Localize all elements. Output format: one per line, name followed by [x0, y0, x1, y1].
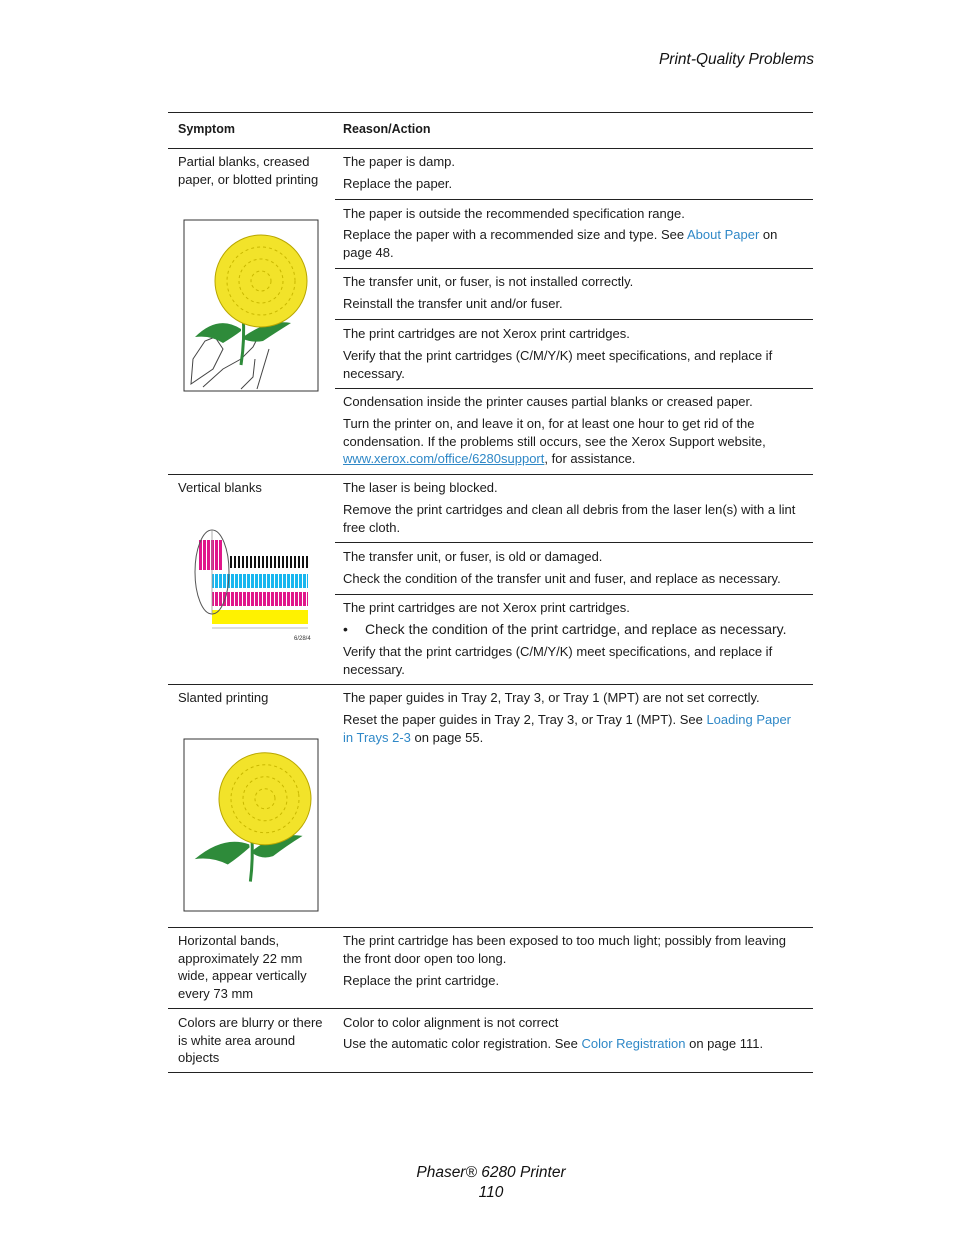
table-top-rule: [168, 112, 813, 113]
action-0-0: Replace the paper.: [343, 176, 453, 191]
action-0-1: [343, 226, 803, 261]
page-footer: [380, 1163, 602, 1203]
link-loading-paper[interactable]: Loading Paper in Trays 2-3: [343, 712, 792, 745]
reason-4-0: Color to color alignment is not correct: [343, 1015, 559, 1030]
action-4-0-text: Use the automatic color registration. See: [343, 1036, 582, 1051]
action-3-0: Replace the print cartridge.: [343, 973, 500, 988]
symptom-partial-blanks: Partial blanks, creased paper, or blotted printing: [178, 154, 319, 187]
reason-0-3: The print cartridges are not Xerox print cartridges.: [343, 326, 630, 341]
crumpled-flower-image: [183, 219, 320, 393]
link-xerox-support[interactable]: www.xerox.com/office/6280support: [343, 451, 545, 466]
vertical-blanks-image: [194, 528, 314, 646]
reason-0-1: The paper is outside the recommended specification range.: [343, 206, 685, 221]
symptom-vertical-blanks: Vertical blanks: [178, 480, 262, 495]
symptom-slanted-printing: Slanted printing: [178, 690, 269, 705]
row-rule: [168, 927, 813, 928]
row-rule: [168, 474, 813, 475]
action-0-4: [343, 415, 803, 468]
reason-0-0: The paper is damp.: [343, 154, 456, 169]
header-rule: [168, 148, 813, 149]
reason-0-4: Condensation inside the printer causes partial blanks or creased paper.: [343, 394, 753, 409]
reason-1-2: The print cartridges are not Xerox print cartridges.: [343, 600, 630, 615]
action-1-2: Verify that the print cartridges (C/M/Y/K) meet specifications, and replace if necessary.: [343, 644, 773, 677]
sub-rule: [335, 199, 813, 200]
action-2-0-text: Reset the paper guides in Tray 2, Tray 3, or Tray 1 (MPT). See: [343, 712, 707, 727]
bullet-1-2: [343, 621, 803, 639]
reason-1-0: The laser is being blocked.: [343, 480, 498, 495]
bullet-text: Check the condition of the print cartridge, and replace as necessary.: [365, 621, 787, 637]
sub-rule: [335, 594, 813, 595]
action-4-0: [343, 1035, 803, 1053]
action-2-0-tail: on page 55.: [410, 729, 484, 745]
reason-0-2: The transfer unit, or fuser, is not installed correctly.: [343, 274, 634, 289]
action-0-1-text: Replace the paper with a recommended size and type. See: [343, 227, 687, 242]
sub-rule: [335, 542, 813, 543]
row-rule: [168, 684, 813, 685]
action-0-4-tail: , for assistance.: [544, 451, 636, 466]
link-about-paper[interactable]: About Paper: [687, 227, 760, 242]
bullet-dot: •: [343, 621, 348, 637]
action-4-0-tail: on page 111.: [685, 1036, 764, 1051]
sub-rule: [335, 268, 813, 269]
reason-2-0: The paper guides in Tray 2, Tray 3, or Tray 1 (MPT) are not set correctly.: [343, 690, 760, 705]
action-0-1-tail: on page 48.: [343, 227, 778, 260]
action-2-0: [343, 711, 803, 746]
footer-page-number: 110: [478, 1184, 504, 1201]
image-caption: 6/28/4: [294, 636, 311, 642]
sub-rule: [335, 388, 813, 389]
footer-product: Phaser® 6280 Printer: [416, 1164, 566, 1181]
sub-rule: [335, 319, 813, 320]
symptom-horizontal-bands: Horizontal bands, approximately 22 mm wide, appear vertically every 73 mm: [178, 933, 307, 1001]
action-1-1: Check the condition of the transfer unit and fuser, and replace as necessary.: [343, 571, 781, 586]
row-rule: [168, 1008, 813, 1009]
action-1-0: Remove the print cartridges and clean all debris from the laser len(s) with a lint free cloth.: [343, 502, 796, 535]
action-0-3: Verify that the print cartridges (C/M/Y/K) meet specifications, and replace if necessary.: [343, 348, 773, 381]
page-section-title: Print-Quality Problems: [658, 51, 814, 68]
symptom-colors-blurry: Colors are blurry or there is white area around objects: [178, 1015, 323, 1065]
column-header-symptom: Symptom: [178, 122, 235, 136]
link-color-registration[interactable]: Color Registration: [581, 1036, 686, 1051]
reason-3-0: The print cartridge has been exposed to too much light; possibly from leaving the front door open too long.: [343, 933, 786, 966]
slanted-flower-image: [183, 738, 320, 913]
column-header-reason: Reason/Action: [343, 122, 431, 136]
action-0-2: Reinstall the transfer unit and/or fuser.: [343, 296, 563, 311]
table-bottom-rule: [168, 1072, 813, 1073]
action-0-4-text: Turn the printer on, and leave it on, for at least one hour to get rid of the condensation. If the problems still occurs, see the Xerox Support website,: [343, 416, 766, 449]
reason-1-1: The transfer unit, or fuser, is old or damaged.: [343, 549, 603, 564]
